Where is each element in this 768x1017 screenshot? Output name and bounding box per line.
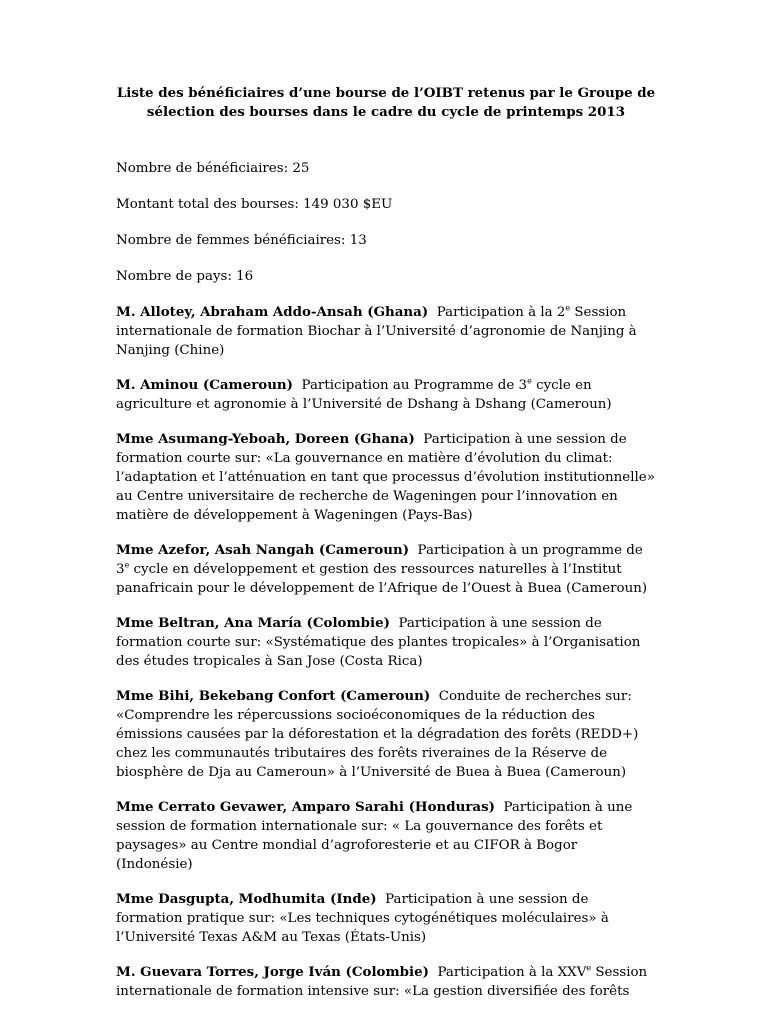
ordinal-superscript: e [527,376,532,386]
beneficiary-description-cont: Session internationale de formation Biochar à l’Université d’agronomie de Nanjing à Nanjing (Chine) [116,305,637,358]
beneficiary-description: Participation au Programme de 3 [301,378,528,393]
beneficiary-entry [116,614,656,671]
beneficiary-entry [116,376,656,414]
beneficiary-description: Participation à un programme de 3 [116,543,643,577]
beneficiary-description: Participation à une session de formation courte sur: «La gouvernance en matière d’évolution du climat: l’adaptation et l’atténuation en tant que processus d’évolution institutionnelle» au Centre universitaire de recherche de Wageningen pour l’innovation en matière de développement à Wageningen (Pays-Bas) [116,432,655,523]
beneficiary-entry [116,430,656,525]
ordinal-superscript: e [124,560,130,570]
beneficiary-description: Participation à la 2 [436,305,566,320]
beneficiary-description-cont: cycle en agriculture et agronomie à l’Université de Dshang à Dshang (Cameroun) [116,378,612,412]
beneficiary-description: Participation à une session de formation internationale sur: « La gouvernance des forêts et paysages» au Centre mondial d’agroforesterie et au CIFOR à Bogor (Indonésie) [116,800,633,872]
beneficiary-entry [116,303,656,360]
beneficiary-entry [116,963,656,1001]
beneficiary-entry [116,890,656,947]
beneficiary-name: M. Guevara Torres, Jorge Iván (Colombie) [116,964,429,980]
beneficiary-entry [116,798,656,874]
summary-countries: Nombre de pays: 16 [116,269,254,284]
document-body [116,84,656,1017]
summary-women: Nombre de femmes bénéficiaires: 13 [116,233,367,248]
beneficiary-name: M. Aminou (Cameroun) [116,377,294,393]
beneficiary-name: Mme Dasgupta, Modhumita (Inde) [116,891,377,907]
beneficiary-description: Participation à une session de formation courte sur: «Systématique des plantes tropicales» à l’Organisation des études tropicales à San Jose (Costa Rica) [116,616,641,669]
beneficiary-description-cont: cycle en développement et gestion des ressources naturelles à l’Institut panafricain pour le développement de l’Afrique de l’Ouest à Buea (Cameroun) [116,562,648,596]
beneficiary-name: Mme Asumang-Yeboah, Doreen (Ghana) [116,431,415,447]
summary-beneficiaries: Nombre de bénéficiaires: 25 [116,161,310,176]
beneficiary-name: Mme Cerrato Gevawer, Amparo Sarahi (Honduras) [116,799,495,815]
beneficiary-entry [116,687,656,782]
ordinal-superscript: e [565,303,571,313]
beneficiary-name: Mme Beltran, Ana María (Colombie) [116,615,390,631]
beneficiary-description: Conduite de recherches sur: «Comprendre les répercussions socioéconomiques de la réduction des émissions causées par la déforestation et la dégradation des forêts (REDD+) chez les communautés tributaires des forêts riveraines de la Réserve de biosphère de Dja au Cameroun» à l’Université de Buea à Buea (Cameroun) [116,689,639,780]
summary-total-amount: Montant total des bourses: 149 030 $EU [116,197,393,212]
beneficiary-description: Participation à une session de formation pratique sur: «Les techniques cytogénétiques moléculaires» à l’Université Texas A&M au Texas (États-Unis) [116,892,609,945]
beneficiary-entry [116,541,656,598]
beneficiary-name: Mme Azefor, Asah Nangah (Cameroun) [116,542,410,558]
beneficiary-description: Participation à la XXV [437,965,587,980]
document-title: Liste des bénéficiaires d’une bourse de l’OIBT retenus par le Groupe de sélection des bourses dans le cadre du cycle de printemps 2013 [116,85,656,120]
beneficiary-name: M. Allotey, Abraham Addo-Ansah (Ghana) [116,304,429,320]
beneficiary-description-cont: Session internationale de formation intensive sur: «La gestion diversifiée des forêts [116,965,648,999]
ordinal-superscript: e [586,963,592,973]
beneficiary-name: Mme Bihi, Bekebang Confort (Cameroun) [116,688,431,704]
